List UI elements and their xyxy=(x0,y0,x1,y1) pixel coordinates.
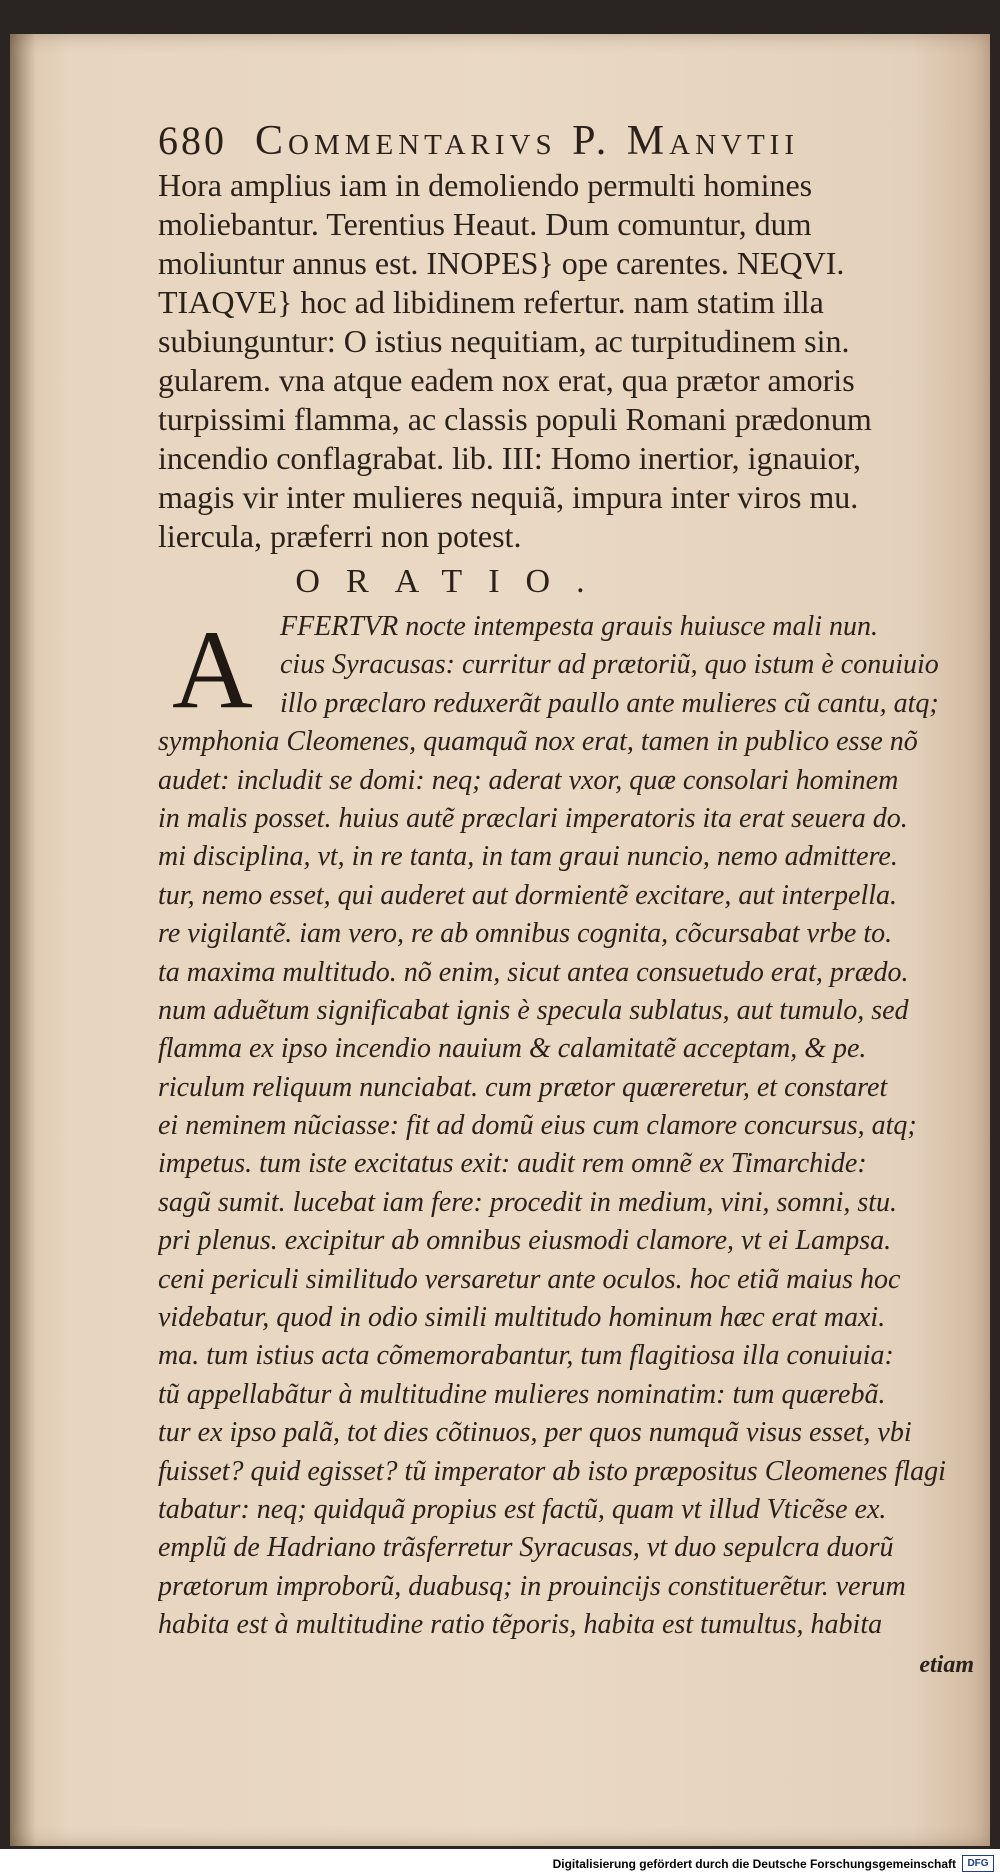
commentary-line: gularem. vna atque eadem nox erat, qua prætor amoris xyxy=(158,362,855,398)
oration-line: num aduẽtum significabat ignis è specula sublatus, aut tumulo, sed xyxy=(158,994,909,1026)
book-page xyxy=(10,34,990,1846)
digitization-credit: Digitalisierung gefördert durch die Deutsche Forschungsgemeinschaft xyxy=(552,1857,956,1871)
oration-line: re vigilantẽ. iam vero, re ab omnibus cognita, cõcursabat vrbe to. xyxy=(158,918,893,950)
footer-strip xyxy=(0,1849,1000,1875)
commentary-text xyxy=(158,166,988,556)
oration-line: mi disciplina, vt, in re tanta, in tam graui nuncio, nemo admittere. xyxy=(158,841,898,873)
catchword-line xyxy=(158,1645,988,1685)
oration-line: symphonia Cleomenes, quamquã nox erat, tamen in publico esse nõ xyxy=(158,726,918,758)
oration-line: in malis posset. huius autẽ præclari imperatoris ita erat seuera do. xyxy=(158,802,908,834)
dfg-logo: DFG xyxy=(962,1855,994,1872)
oration-line: tabatur: neq; quidquã propius est factũ, quam vt illud Vticẽse ex. xyxy=(158,1493,887,1525)
oration-text xyxy=(158,608,988,1645)
oration-line: ei neminem nũciasse: fit ad domũ eius cum clamore concursus, atq; xyxy=(158,1110,917,1142)
oration-line: pri plenus. excipitur ab omnibus eiusmodi clamore, vt ei Lampsa. xyxy=(158,1225,892,1257)
running-head xyxy=(158,116,988,166)
page-number: 680 xyxy=(158,118,227,163)
catchword: etiam xyxy=(919,1651,974,1678)
oration-line: tũ appellabãtur à multitudine mulieres nominatim: tum quærebã. xyxy=(158,1378,886,1410)
oration-line: videbatur, quod in odio simili multitudo hominum hæc erat maxi. xyxy=(158,1302,886,1334)
oration-line: cius Syracusas: curritur ad prætoriũ, quo istum è conuiuio xyxy=(280,649,939,681)
commentary-line: incendio conflagrabat. lib. III: Homo inertior, ignauior, xyxy=(158,440,861,476)
commentary-line: magis vir inter mulieres nequiã, impura inter viros mu. xyxy=(158,479,859,515)
oratio-heading: ORATIO. xyxy=(295,563,611,600)
commentary-line: Hora amplius iam in demoliendo permulti homines xyxy=(158,167,813,203)
oration-line: ta maxima multitudo. nõ enim, sicut antea consuetudo erat, prædo. xyxy=(158,956,909,988)
oration-line: illo præclaro reduxerãt paullo ante mulieres cũ cantu, atq; xyxy=(280,687,939,719)
oration-line: flamma ex ipso incendio nauium & calamitatẽ acceptam, & pe. xyxy=(158,1033,867,1065)
oration-line: tur ex ipso palã, tot dies cõtinuos, per quos numquã visus esset, vbi xyxy=(158,1417,912,1449)
commentary-line: turpissimi flamma, ac classis populi Romani prædonum xyxy=(158,401,872,437)
binding-shadow xyxy=(10,34,36,1846)
commentary-line: TIAQVE} hoc ad libidinem refertur. nam statim illa xyxy=(158,284,824,320)
oration-line: fuisset? quid egisset? tũ imperator ab isto præpositus Cleomenes flagi xyxy=(158,1455,946,1487)
commentary-line: liercula, præferri non potest. xyxy=(158,518,522,554)
commentary-line: subiunguntur: O istius nequitiam, ac turpitudinem sin. xyxy=(158,323,850,359)
text-block xyxy=(158,116,988,1685)
oration-line: impetus. tum iste excitatus exit: audit rem omnẽ ex Timarchide: xyxy=(158,1148,867,1180)
oration-line: ma. tum istius acta cõmemorabantur, tum flagitiosa illa conuiuia: xyxy=(158,1340,894,1372)
oration-line: tur, nemo esset, qui auderet aut dormientẽ excitare, aut interpella. xyxy=(158,879,898,911)
oration-line: FFERTVR nocte intempesta grauis huiusce mali nun. xyxy=(280,611,879,642)
oration-line: sagũ sumit. lucebat iam fere: procedit in medium, vini, somni, stu. xyxy=(158,1186,898,1218)
oration-line: riculum reliquum nunciabat. cum prætor quæreretur, et constaret xyxy=(158,1071,888,1103)
drop-cap: A xyxy=(172,608,253,732)
commentary-line: moliuntur annus est. INOPES} ope carentes. NEQVI. xyxy=(158,245,845,281)
commentary-line: moliebantur. Terentius Heaut. Dum comuntur, dum xyxy=(158,206,812,242)
oration-line: prætorum improborũ, duabusq; in prouincijs constituerẽtur. verum xyxy=(158,1570,906,1602)
oration-line: emplũ de Hadriano trãsferretur Syracusas, vt duo sepulcra duorũ xyxy=(158,1532,894,1564)
oration-line: ceni periculi similitudo versaretur ante oculos. hoc etiã maius hoc xyxy=(158,1263,901,1295)
oration-line: audet: includit se domi: neq; aderat vxor, quæ consolari hominem xyxy=(158,764,899,796)
running-head-title: Commentarivs P. Manvtii xyxy=(255,118,799,164)
oration-line: habita est à multitudine ratio tẽporis, habita est tumultus, habita xyxy=(158,1609,883,1641)
